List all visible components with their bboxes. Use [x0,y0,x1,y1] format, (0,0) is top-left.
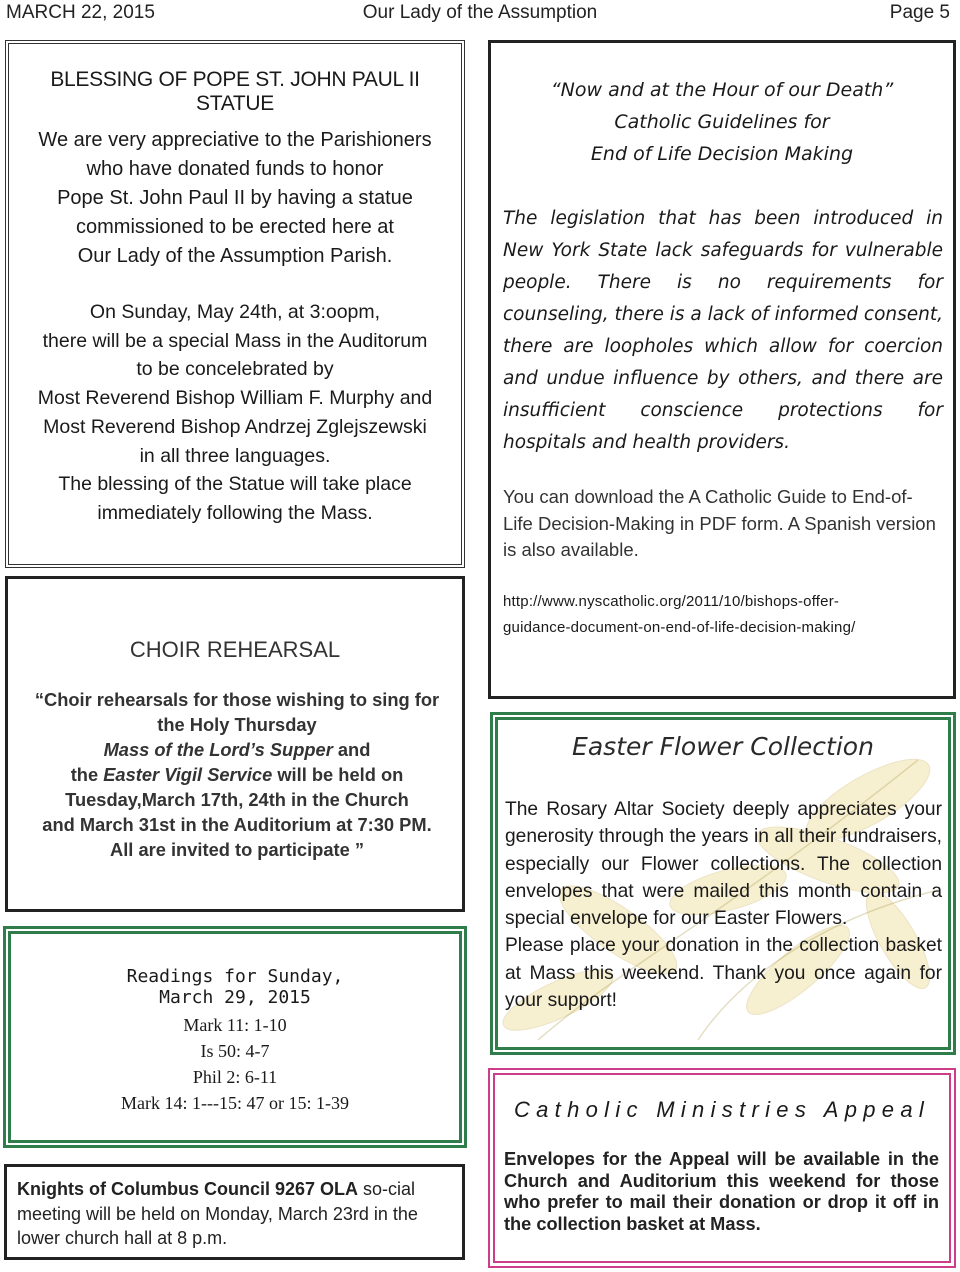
text-line: On Sunday, May 24th, at 3:oopm, [89,301,381,323]
text-line: Tuesday,March 17th, 24th in the Church [65,789,409,810]
text: the [70,764,104,785]
text-line: We are very appreciative to the Parishioners [38,129,432,151]
text-line: immediately following the Mass. [97,501,373,524]
parish-name: Our Lady of the Assumption [362,2,598,23]
text-line: March 29, 2015 [159,987,311,1008]
text-line: there will be a special Mass in the Auditorum [42,329,428,352]
emphasis: Easter Vigil Service [103,764,273,785]
easter-paragraph-1: The Rosary Altar Society deeply appreciates your generosity through the years in all their fundraisers, especially our Flower collections. The collection envelopes that were mailed this month contain a special envelope for our Easter Flowers. [505,799,942,930]
guidelines-subtitle: Catholic Guidelines for [614,111,830,133]
knights-of-columbus-box [4,1164,465,1260]
url-line-1: http://www.nyscatholic.org/2011/10/bishops-offer- [503,593,840,610]
issue-date: MARCH 22, 2015 [6,2,155,23]
text-line: All are invited to participate ” [110,839,364,860]
text-line: Pope St. John Paul II by having a statue [57,187,413,209]
readings-list [11,1012,459,1116]
text-line: “Choir rehearsals for those wishing to sing for [34,689,440,710]
text-line [12,762,462,787]
page-number: Page 5 [889,2,950,23]
download-note: You can download the A Catholic Guide to End-of-Life Decision-Making in PDF form. A Spanish version is also available. [503,486,936,560]
sunday-readings-box [3,926,467,1148]
easter-paragraph-2: Please place your donation in the collection basket at Mass this weekend. Thank you once again for your support! [505,935,942,1012]
choir-body [12,687,462,862]
appeal-body: Envelopes for the Appeal will be available in the Church and Auditorium this weekend for those who prefer to mail their donation or drop it off in the collection basket at Mass. [504,1149,939,1234]
choir-rehearsal-box [5,576,465,912]
reading-item: Mark 11: 1-10 [183,1015,287,1035]
text-line: who have donated funds to honor [86,158,384,180]
text-line: and March 31st in the Auditorium at 7:30 PM. [42,814,432,835]
guidelines-subtitle-2: End of Life Decision Making [590,143,854,165]
text-line: the Holy Thursday [157,714,317,735]
url-line-2: guidance-document-on-end-of-life-decision-making/ [503,619,856,636]
blessing-paragraph-1 [19,126,451,271]
easter-body [505,796,942,1014]
knights-text: so-cial meeting will be held on Monday, March 23rd in the lower church hall at 8 p.m. [17,1179,418,1248]
readings-title [11,966,459,1008]
text-line: Most Reverend Bishop Andrzej Zglejszewski [43,415,427,438]
blessing-statue-box [5,40,465,568]
choir-title: CHOIR REHEARSAL [129,637,341,662]
emphasis: Mass of the Lord’s Supper [103,739,333,760]
blessing-title: BLESSING OF POPE ST. JOHN PAUL II STATUE [50,68,420,115]
end-of-life-guidelines-box [488,40,956,699]
appeal-title: Catholic Ministries Appeal [513,1097,931,1122]
knights-heading: Knights of Columbus Council 9267 OLA [17,1179,359,1199]
easter-flower-box [490,712,956,1055]
text-line: Most Reverend Bishop William F. Murphy and [37,387,433,410]
page-header [0,0,960,28]
text-line: commissioned to be erected here at [76,216,394,238]
text-line: Readings for Sunday, [126,966,344,987]
text-line [12,737,462,762]
easter-title: Easter Flower Collection [572,732,874,761]
reading-item: Mark 14: 1---15: 47 or 15: 1-39 [121,1093,349,1113]
ministries-appeal-box [488,1068,956,1268]
text-line: Our Lady of the Assumption Parish. [77,245,393,267]
text-line: The blessing of the Statue will take place [58,473,412,496]
knights-body [17,1177,454,1251]
guidance-document-link[interactable] [503,589,945,641]
guidelines-body: The legislation that has been introduced in New York State lack safeguards for vulnerable people. There is no requirements for counseling, there is a lack of informed consent, there are loopholes which allow for coercion and undue influence by others, and there are insufficient conscience protections for hospitals and health providers. [503,208,943,453]
blessing-paragraph-2 [17,298,453,528]
text-line: in all three languages. [139,444,331,467]
text-line: to be concelebrated by [136,358,334,381]
reading-item: Is 50: 4-7 [200,1041,270,1061]
text: and [332,739,371,760]
guidelines-title: “Now and at the Hour of our Death” [550,79,894,101]
text: will be held on [272,764,404,785]
reading-item: Phil 2: 6-11 [192,1067,278,1087]
